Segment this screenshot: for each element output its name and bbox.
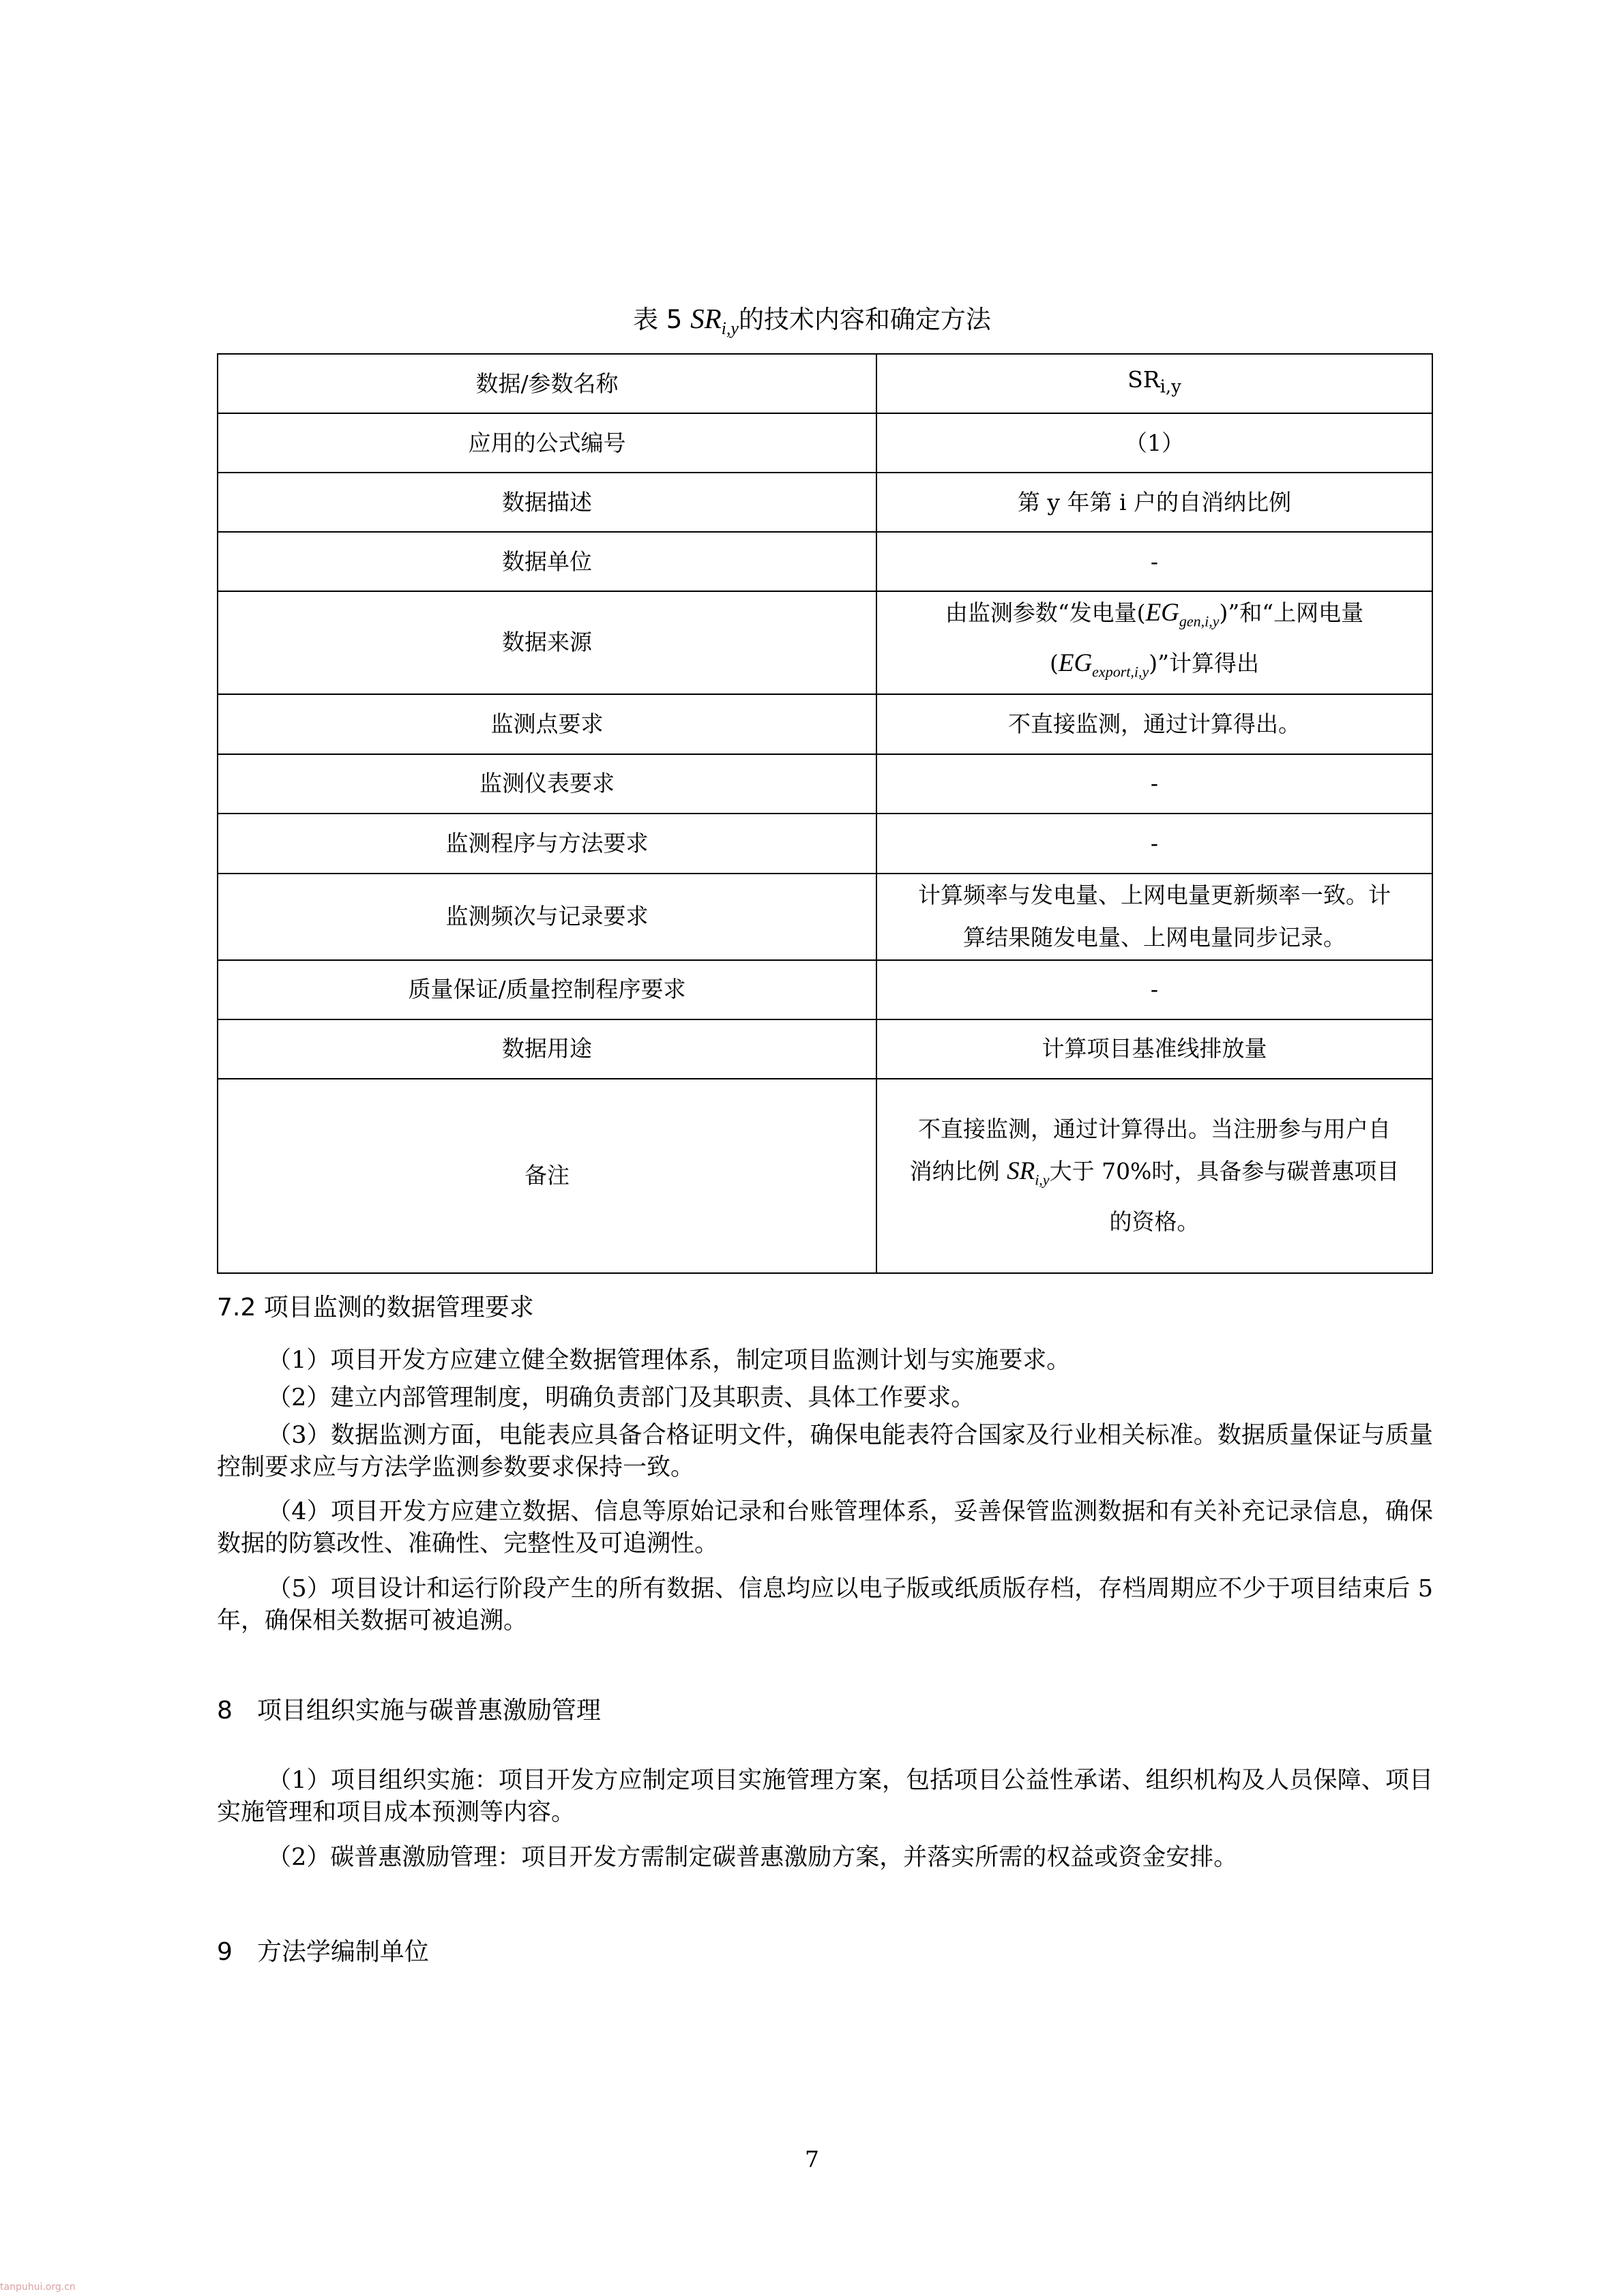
section-heading-7-2: 7.2 项目监测的数据管理要求 <box>217 1294 534 1322</box>
table-row <box>218 413 1432 473</box>
row-value: 第 y 年第 i 户的自消纳比例 <box>876 473 1432 532</box>
section-heading-8: 8 项目组织实施与碳普惠激励管理 <box>217 1697 601 1725</box>
row-value: - <box>876 814 1432 874</box>
paragraph: （4）项目开发方应建立数据、信息等原始记录和台账管理体系，妥善保管监测数据和有关补充记录信息，确保数据的防篡改性、准确性、完整性及可追溯性。 <box>217 1498 1433 1557</box>
table-caption: 表 5 $SR_{i,y}$的技术内容和确定方法 <box>633 303 991 339</box>
row-label: 监测仪表要求 <box>218 754 876 814</box>
paragraph: （1）项目组织实施：项目开发方应制定项目实施管理方案，包括项目公益性承诺、组织机构及人员保障、项目实施管理和项目成本预测等内容。 <box>217 1767 1433 1826</box>
row-value: - <box>876 960 1432 1019</box>
page-number: 7 <box>805 2146 819 2173</box>
row-label: 监测程序与方法要求 <box>218 814 876 874</box>
table-row <box>218 814 1432 874</box>
row-label: 应用的公式编号 <box>218 413 876 473</box>
table-row <box>218 473 1432 532</box>
paragraph: （5）项目设计和运行阶段产生的所有数据、信息均应以电子版或纸质版存档，存档周期应不少于项目结束后 5 年，确保相关数据可被追溯。 <box>217 1575 1433 1635</box>
row-value-line: 的资格。 <box>1109 1208 1200 1236</box>
row-value: 不直接监测，通过计算得出。 <box>876 694 1432 754</box>
table-row <box>218 1079 1432 1273</box>
row-label: 质量保证/质量控制程序要求 <box>218 960 876 1019</box>
table-row <box>218 1019 1432 1079</box>
table-row <box>218 591 1432 694</box>
row-value: 计算项目基准线排放量 <box>876 1019 1432 1079</box>
table-row <box>218 532 1432 591</box>
row-value-line: 不直接监测，通过计算得出。当注册参与用户自 <box>918 1116 1391 1143</box>
row-value: 由监测参数“发电量$(EG_{gen,i,y})$”和“上网电量 $(EG_{export,i,y})$”计算得出 <box>876 591 1432 694</box>
row-value-line: 算结果随发电量、上网电量同步记录。 <box>963 924 1346 951</box>
row-label: 监测频次与记录要求 <box>218 874 876 960</box>
row-value: - <box>876 754 1432 814</box>
row-label: 数据单位 <box>218 532 876 591</box>
row-value-line: 计算频率与发电量、上网电量更新频率一致。计 <box>918 882 1391 909</box>
table-row <box>218 960 1432 1019</box>
watermark: tanpuhui.org.cn <box>0 2282 76 2293</box>
row-label: 数据用途 <box>218 1019 876 1079</box>
paragraph: （2）建立内部管理制度，明确负责部门及其职责、具体工作要求。 <box>267 1384 975 1412</box>
paragraph: （3）数据监测方面，电能表应具备合格证明文件，确保电能表符合国家及行业相关标准。数据质量保证与质量控制要求应与方法学监测参数要求保持一致。 <box>217 1422 1433 1481</box>
row-value: $SR_{i,y}$ <box>876 354 1432 413</box>
parameter-table <box>217 353 1433 1274</box>
section-heading-9: 9 方法学编制单位 <box>217 1938 429 1966</box>
table-row <box>218 354 1432 413</box>
row-value: （1） <box>876 413 1432 473</box>
row-label: 监测点要求 <box>218 694 876 754</box>
row-value: - <box>876 532 1432 591</box>
row-value <box>876 874 1432 960</box>
row-label: 数据/参数名称 <box>218 354 876 413</box>
row-label: 数据描述 <box>218 473 876 532</box>
table-row <box>218 694 1432 754</box>
row-label: 数据来源 <box>218 591 876 694</box>
row-label: 备注 <box>218 1079 876 1273</box>
table-row <box>218 874 1432 960</box>
table-row <box>218 754 1432 814</box>
row-value: 不直接监测，通过计算得出。当注册参与用户自 消纳比例 $SR_{i,y}$大于 70%时，具备参与碳普惠项目 的资格。 <box>876 1079 1432 1273</box>
paragraph: （1）项目开发方应建立健全数据管理体系，制定项目监测计划与实施要求。 <box>267 1347 1071 1374</box>
paragraph: （2）碳普惠激励管理：项目开发方需制定碳普惠激励方案，并落实所需的权益或资金安排。 <box>267 1844 1238 1871</box>
